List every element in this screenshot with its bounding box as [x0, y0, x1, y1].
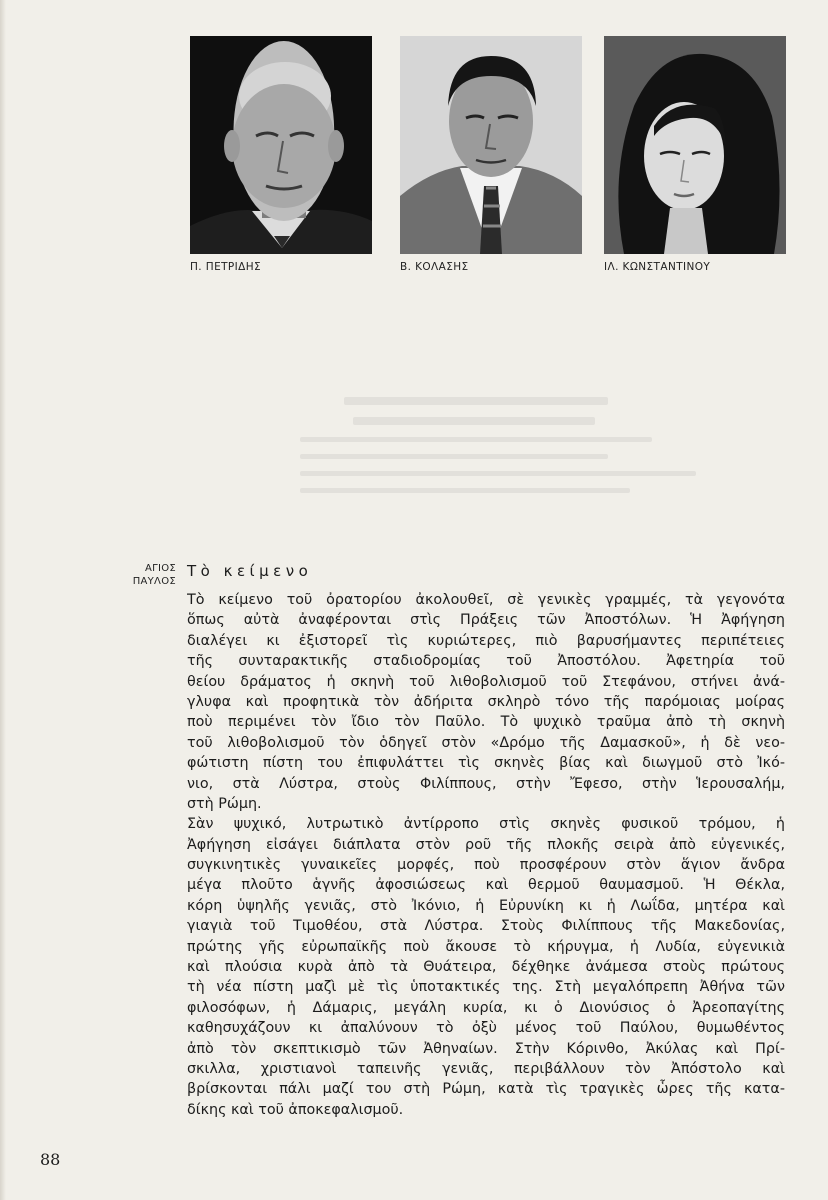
text-line: φώτιστη πίστη του ἐπιφυλάττει τὶς σκηνὲς βίας καὶ διωγμοῦ στὸ Ἰκό- — [187, 755, 785, 772]
portrait-caption-3: ΙΛ. ΚΩΝΣΤΑΝΤΙΝΟΥ — [604, 261, 711, 273]
text-line: μέγα πλοῦτο ἁγνῆς ἀφοσιώσεως καὶ θερμοῦ θαυμασμοῦ. Ἡ Θέκλα, — [187, 877, 785, 894]
portrait-elderly-man-icon — [190, 36, 372, 254]
text-line: σκιλλα, χριστιανοὶ ταπεινῆς γενιᾶς, περιβάλλουν τὸν Ἀπόστολο καὶ — [187, 1060, 785, 1077]
text-line: συγκινητικὲς γυναικεῖες μορφές, ποὺ προσφέρουν στὸν ἅγιον ἄνδρα — [187, 857, 785, 874]
text-line: νιο, στὰ Λύστρα, στοὺς Φιλίππους, στὴν Ἔφεσο, στὴν Ἱερουσαλήμ, — [187, 775, 785, 792]
text-line: διαλέγει κι ἐξιστορεῖ τὶς κυριώτερες, πιὸ βαρυσήμαντες περιπέτειες — [187, 632, 785, 649]
text-line: τῆς συνταρακτικῆς σταδιοδρομίας τοῦ Ἀποστόλου. Ἀφετηρία τοῦ — [187, 653, 785, 670]
text-line: πρώτης γῆς εὐρωπαϊκῆς ποὺ ἄκουσε τὸ κήρυγμα, ἡ Λυδία, εὐγενικιὰ — [187, 938, 785, 955]
text-line: φιλοσόφων, ἡ Δάμαρις, μεγάλη κυρία, κι ὁ Διονύσιος ὁ Ἀρεοπαγίτης — [187, 999, 785, 1016]
text-line: καθησυχάζουν κι ἀπαλύνουν τὸ ὀξὺ μένος τοῦ Παύλου, θυμωθέντος — [187, 1020, 785, 1037]
side-label-line-2: ΠΑΥΛΟΣ — [132, 576, 176, 587]
portrait-young-woman-icon — [604, 36, 786, 254]
body-text — [187, 590, 785, 1120]
page-binding-edge — [0, 0, 6, 1200]
portrait-man-tie-icon — [400, 36, 582, 254]
text-line: ποὺ περιμένει τὸν ἴδιο τὸν Παῦλο. Τὸ ψυχικὸ τραῦμα ἀπὸ τὴ σκηνὴ — [187, 714, 785, 731]
page-number: 88 — [40, 1150, 61, 1169]
text-line: Τὸ κείμενο τοῦ ὀρατορίου ἀκολουθεῖ, σὲ γενικὲς γραμμές, τὰ γεγονότα — [187, 592, 785, 608]
text-line: βρίσκονται πάλι μαζί του στὴ Ρώμη, κατὰ τὶς τραγικὲς ὧρες τῆς κατα- — [187, 1081, 785, 1098]
text-line: δίκης καὶ τοῦ ἀποκεφαλισμοῦ. — [187, 1101, 404, 1118]
portrait-caption-1: Π. ΠΕΤΡΙΔΗΣ — [190, 261, 262, 273]
text-line: Ἀφήγηση εἰσάγει διάπλατα στὸν ροῦ τῆς πλοκῆς σειρὰ ἀπὸ εὐγενικές, — [187, 836, 785, 853]
text-line: θείου δράματος ἡ σκηνὴ τοῦ λιθοβολισμοῦ τοῦ Στεφάνου, στήνει ἀνά- — [187, 673, 785, 690]
text-line: στὴ Ρώμη. — [187, 795, 262, 812]
text-line: τοῦ λιθοβολισμοῦ τὸν ὁδηγεῖ στὸν «Δρόμο τῆς Δαμασκοῦ», ἡ δὲ νεο- — [187, 734, 785, 751]
text-line: ὅπως αὐτὰ ἀναφέρονται στὶς Πράξεις τῶν Ἀποστόλων. Ἡ Ἀφήγηση — [187, 612, 785, 629]
text-line: καὶ πλούσια κυρὰ ἀπὸ τὰ Θυάτειρα, δέχθηκε ἀνάμεσα στοὺς πρώτους — [187, 959, 785, 976]
show-through-text — [300, 385, 740, 565]
portrait-caption-2: Β. ΚΟΛΑΣΗΣ — [400, 261, 469, 273]
text-line: γλυφα καὶ προφητικὰ τὸν ἀδήριτα σκληρὸ τόνο τῆς παρόμοιας μοίρας — [187, 693, 785, 710]
text-line: ἀπὸ τὸν σκεπτικισμὸ τῶν Ἀθηναίων. Στὴν Κόρινθο, Ἀκύλας καὶ Πρί- — [187, 1040, 785, 1057]
text-line: γιαγιὰ τοῦ Τιμοθέου, στὰ Λύστρα. Στοὺς Φιλίππους τῆς Μακεδονίας, — [187, 918, 785, 935]
section-title: Τὸ κείμενο — [187, 562, 313, 580]
text-line: Σὰν ψυχικό, λυτρωτικὸ ἀντίρροπο στὶς σκηνὲς φυσικοῦ τρόμου, ἡ — [187, 816, 785, 833]
text-line: κόρη ὑψηλῆς γενιᾶς, στὸ Ἰκόνιο, ἡ Εὐρυνίκη κι ἡ Λωΐδα, μητέρα καὶ — [187, 897, 785, 914]
side-label-line-1: ΑΓΙΟΣ — [144, 563, 176, 574]
portrait-row — [190, 36, 786, 276]
text-line: τὴ νέα πίστη μαζὶ μὲ τὶς ὑποτακτικές της. Στὴ μεγαλόπρεπη Ἀθήνα τῶν — [187, 979, 785, 996]
side-section-label — [112, 562, 176, 588]
